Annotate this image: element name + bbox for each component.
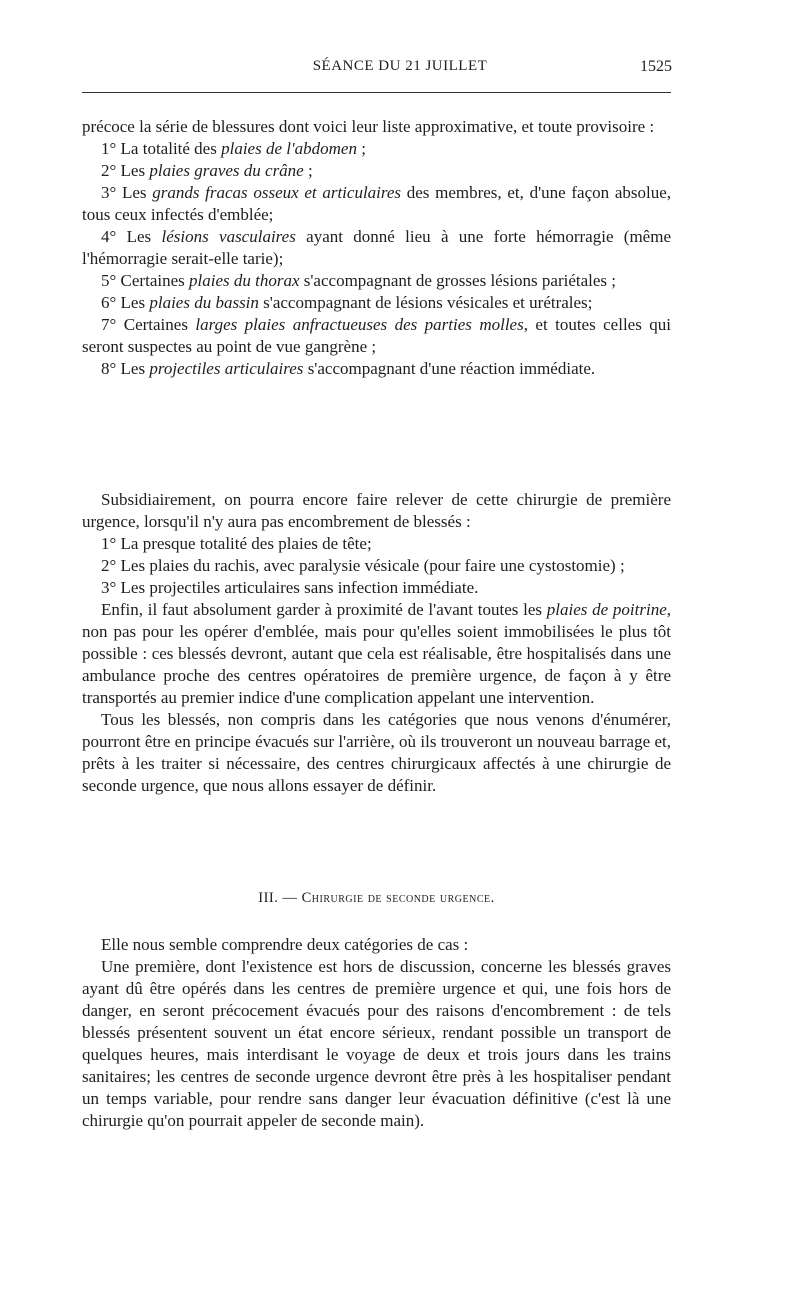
page-number: 1525 bbox=[640, 58, 672, 75]
paragraph: précoce la série de blessures dont voici leur liste approximative, et toute provisoire : bbox=[82, 117, 655, 136]
paragraph: Subsidiairement, on pourra encore faire relever de cette chirurgie de première urgence, lorsqu'il n'y aura pas encombrement de blessés : bbox=[82, 490, 671, 531]
section-heading: III. — Chirurgie de seconde urgence. bbox=[258, 890, 495, 906]
list-item: 8° Les projectiles articulaires s'accompagnant d'une réaction immédiate. bbox=[101, 359, 596, 378]
list-item: 6° Les plaies du bassin s'accompagnant de lésions vésicales et urétrales; bbox=[101, 293, 593, 312]
paragraph: Tous les blessés, non compris dans les catégories que nous venons d'énumérer, pourront être en principe évacués sur l'arrière, où ils trouveront un nouveau barrage et, prêts à les traiter si nécessaire, des centres chirurgicaux affectés à une chirurgie de seconde urgence, que nous allons essayer de définir. bbox=[82, 710, 671, 795]
list-item: 3° Les grands fracas osseux et articulaires des membres, et, d'une façon absolue, tous ceux infectés d'emblée; bbox=[82, 183, 671, 224]
list-first-urgency bbox=[82, 116, 671, 380]
list-item: 5° Certaines plaies du thorax s'accompagnant de grosses lésions pariétales ; bbox=[101, 271, 617, 290]
subsidiary-section bbox=[82, 489, 671, 797]
paragraph: Enfin, il faut absolument garder à proximité de l'avant toutes les plaies de poitrine, non pas pour les opérer d'emblée, mais pour qu'elles soient immobilisées le plus tôt possible : ces blessés devront, autant que cela est réalisable, être hospitalisés dans une ambulance proche des centres opératoires de première urgence, de façon à y être transportés au premier indice d'une complication appelant une intervention. bbox=[82, 600, 672, 707]
list-item: 2° Les plaies du rachis, avec paralysie vésicale (pour faire une cystostomie) ; bbox=[101, 556, 625, 575]
list-item: 1° La totalité des plaies de l'abdomen ; bbox=[101, 139, 366, 158]
list-item: 4° Les lésions vasculaires ayant donné lieu à une forte hémorragie (même l'hémorragie serait-elle tarie); bbox=[82, 227, 671, 268]
paragraph: Une première, dont l'existence est hors de discussion, concerne les blessés graves ayant dû être opérés dans les centres de première urgence et qui, une fois hors de danger, en seront précocement évacués pour des raisons d'encombrement : de tels blessés présentent souvent un état encore sérieux, rendant possible un transport de quelques heures, mais interdisant le voyage de deux et trois jours dans les trains sanitaires; les centres de seconde urgence devront être près à les hospitaliser pendant un temps variable, pour rendre sans danger leur évacuation définitive (c'est là une chirurgie qu'on pourrait appeler de seconde main). bbox=[82, 957, 671, 1130]
list-item: 2° Les plaies graves du crâne ; bbox=[101, 161, 313, 180]
second-urgency-section bbox=[82, 934, 671, 1132]
list-item: 3° Les projectiles articulaires sans infection immédiate. bbox=[101, 578, 479, 597]
header-rule bbox=[82, 92, 671, 93]
paragraph: Elle nous semble comprendre deux catégories de cas : bbox=[101, 935, 469, 954]
list-item: 1° La presque totalité des plaies de tête; bbox=[101, 534, 372, 553]
running-header: SÉANCE DU 21 JUILLET bbox=[312, 58, 488, 74]
list-item: 7° Certaines larges plaies anfractueuses des parties molles, et toutes celles qui seront suspectes au point de vue gangrène ; bbox=[82, 315, 671, 356]
